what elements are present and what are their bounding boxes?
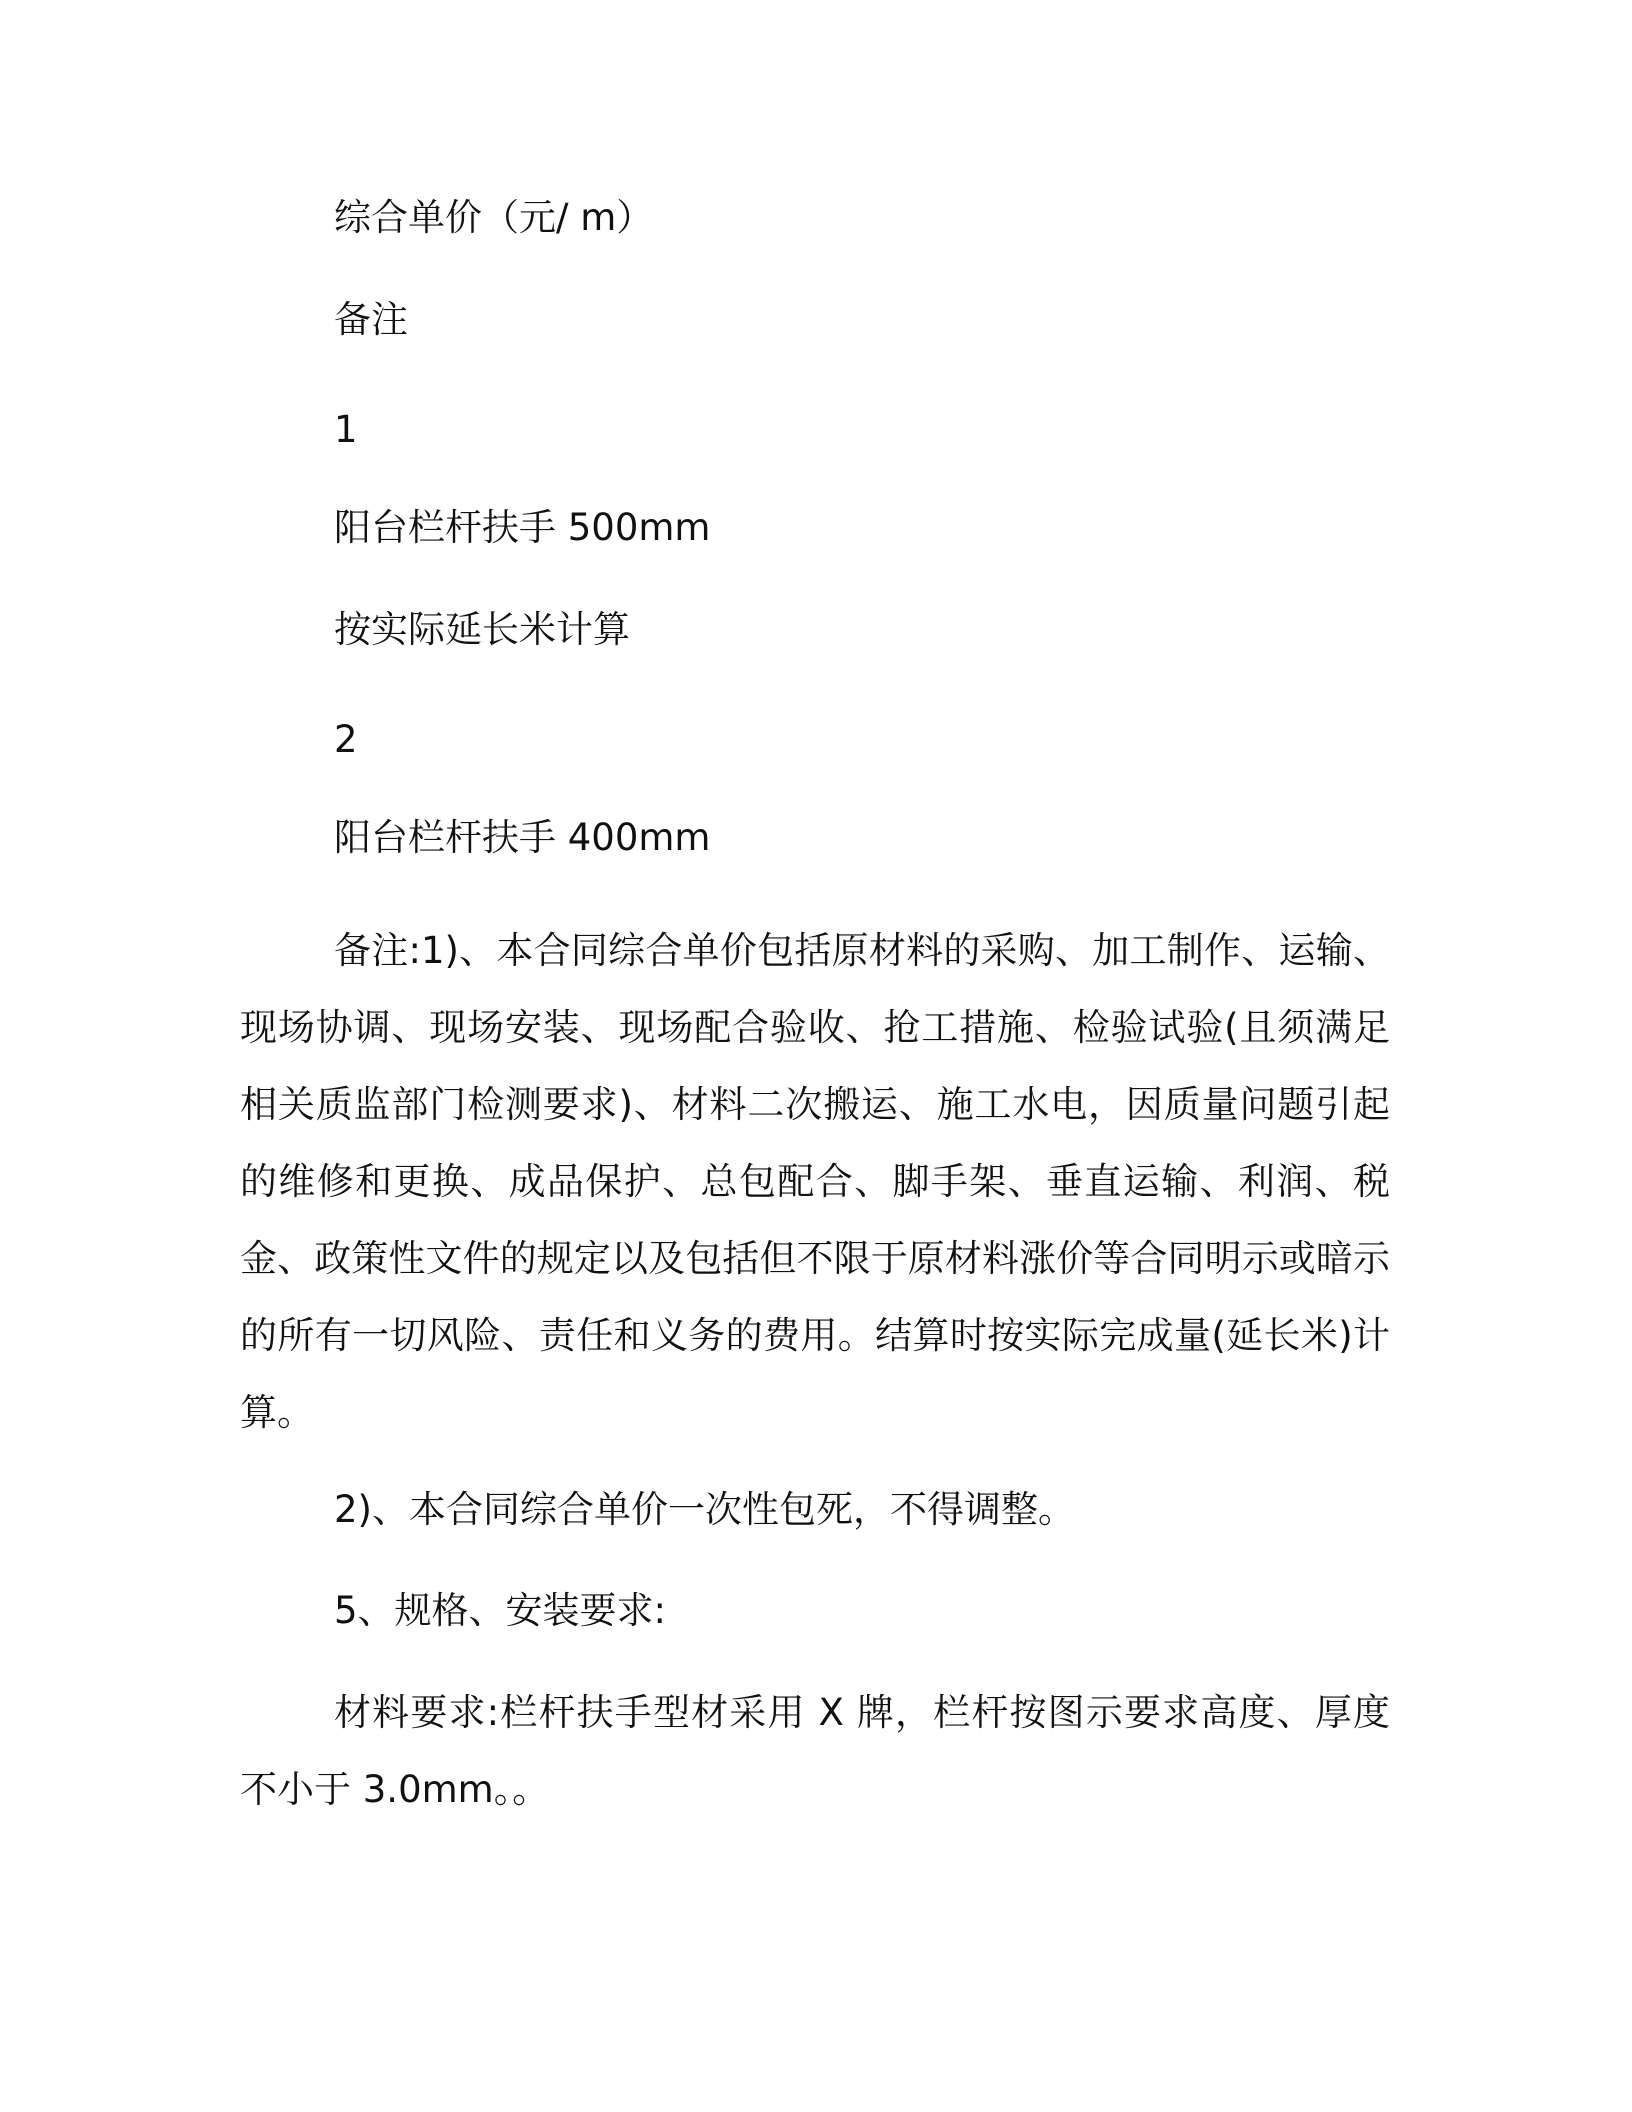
material-requirement-paragraph: 材料要求:栏杆扶手型材采用 X 牌，栏杆按图示要求高度、厚度不小于 3.0mm。。 <box>240 1691 1390 1811</box>
item-railing-400mm: 阳台栏杆扶手 400mm <box>334 816 711 859</box>
note-paragraph-2: 2)、本合同综合单价一次性包死，不得调整。 <box>334 1488 1075 1531</box>
remarks-heading: 备注 <box>334 298 408 341</box>
row-number-1: 1 <box>334 408 358 451</box>
unit-price-heading: 综合单价（元/ m） <box>334 196 654 239</box>
note-paragraph-1: 备注:1)、本合同综合单价包括原材料的采购、加工制作、运输、现场协调、现场安装、现场配合验收、抢工措施、检验试验(且须满足相关质监部门检测要求)、材料二次搬运、施工水电，因质量问题引起的维修和更换、成品保护、总包配合、脚手架、垂直运输、利润、税金、政策性文件的规定以及包括但不限于原材料涨价等合同明示或暗示的所有一切风险、责任和义务的费用。结算时按实际完成量(延长米)计算。 <box>240 929 1390 1434</box>
row-number-2: 2 <box>334 718 358 761</box>
section-5-title: 5、规格、安装要求: <box>334 1589 667 1632</box>
item-railing-500mm: 阳台栏杆扶手 500mm <box>334 506 711 549</box>
calculation-method: 按实际延长米计算 <box>334 608 630 651</box>
